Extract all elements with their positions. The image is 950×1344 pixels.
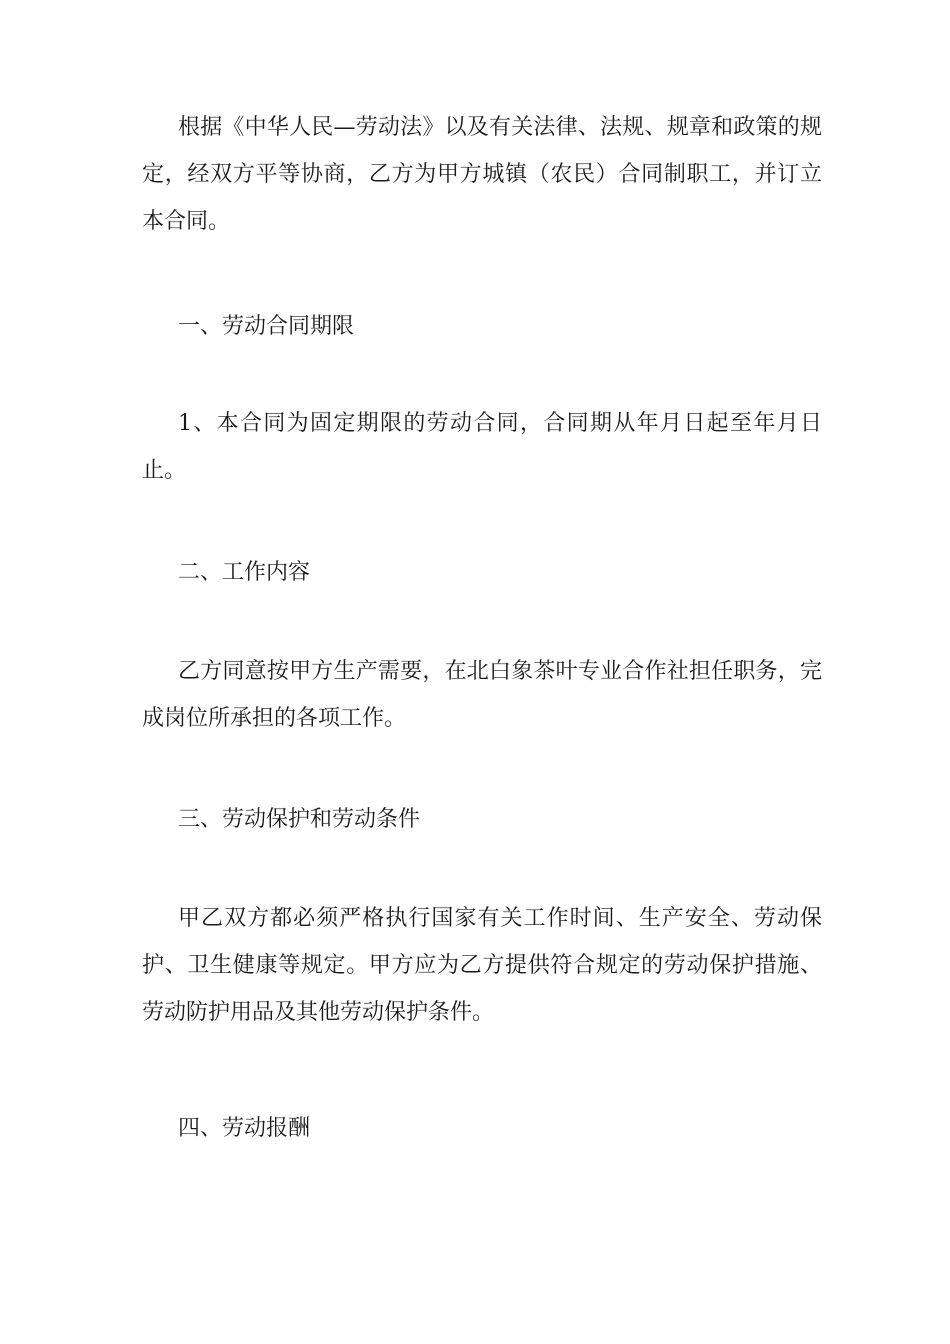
contract-term-paragraph: 1、本合同为固定期限的劳动合同，合同期从年月日起至年月日止。	[142, 411, 822, 483]
preamble-paragraph: 根据《中华人民—劳动法》以及有关法律、法规、规章和政策的规定，经双方平等协商，乙方为甲方城镇（农民）合同制职工，并订立本合同。	[142, 115, 822, 234]
work-content-paragraph: 乙方同意按甲方生产需要，在北白象茶叶专业合作社担任职务，完成岗位所承担的各项工作。	[142, 659, 822, 731]
section-heading-remuneration: 四、劳动报酬	[178, 1116, 311, 1141]
section-heading-work-content: 二、工作内容	[178, 560, 311, 585]
section-heading-labor-protection: 三、劳动保护和劳动条件	[178, 807, 421, 832]
labor-protection-paragraph: 甲乙双方都必须严格执行国家有关工作时间、生产安全、劳动保护、卫生健康等规定。甲方应为乙方提供符合规定的劳动保护措施、劳动防护用品及其他劳动保护条件。	[142, 906, 822, 1025]
section-heading-contract-term: 一、劳动合同期限	[178, 314, 355, 339]
